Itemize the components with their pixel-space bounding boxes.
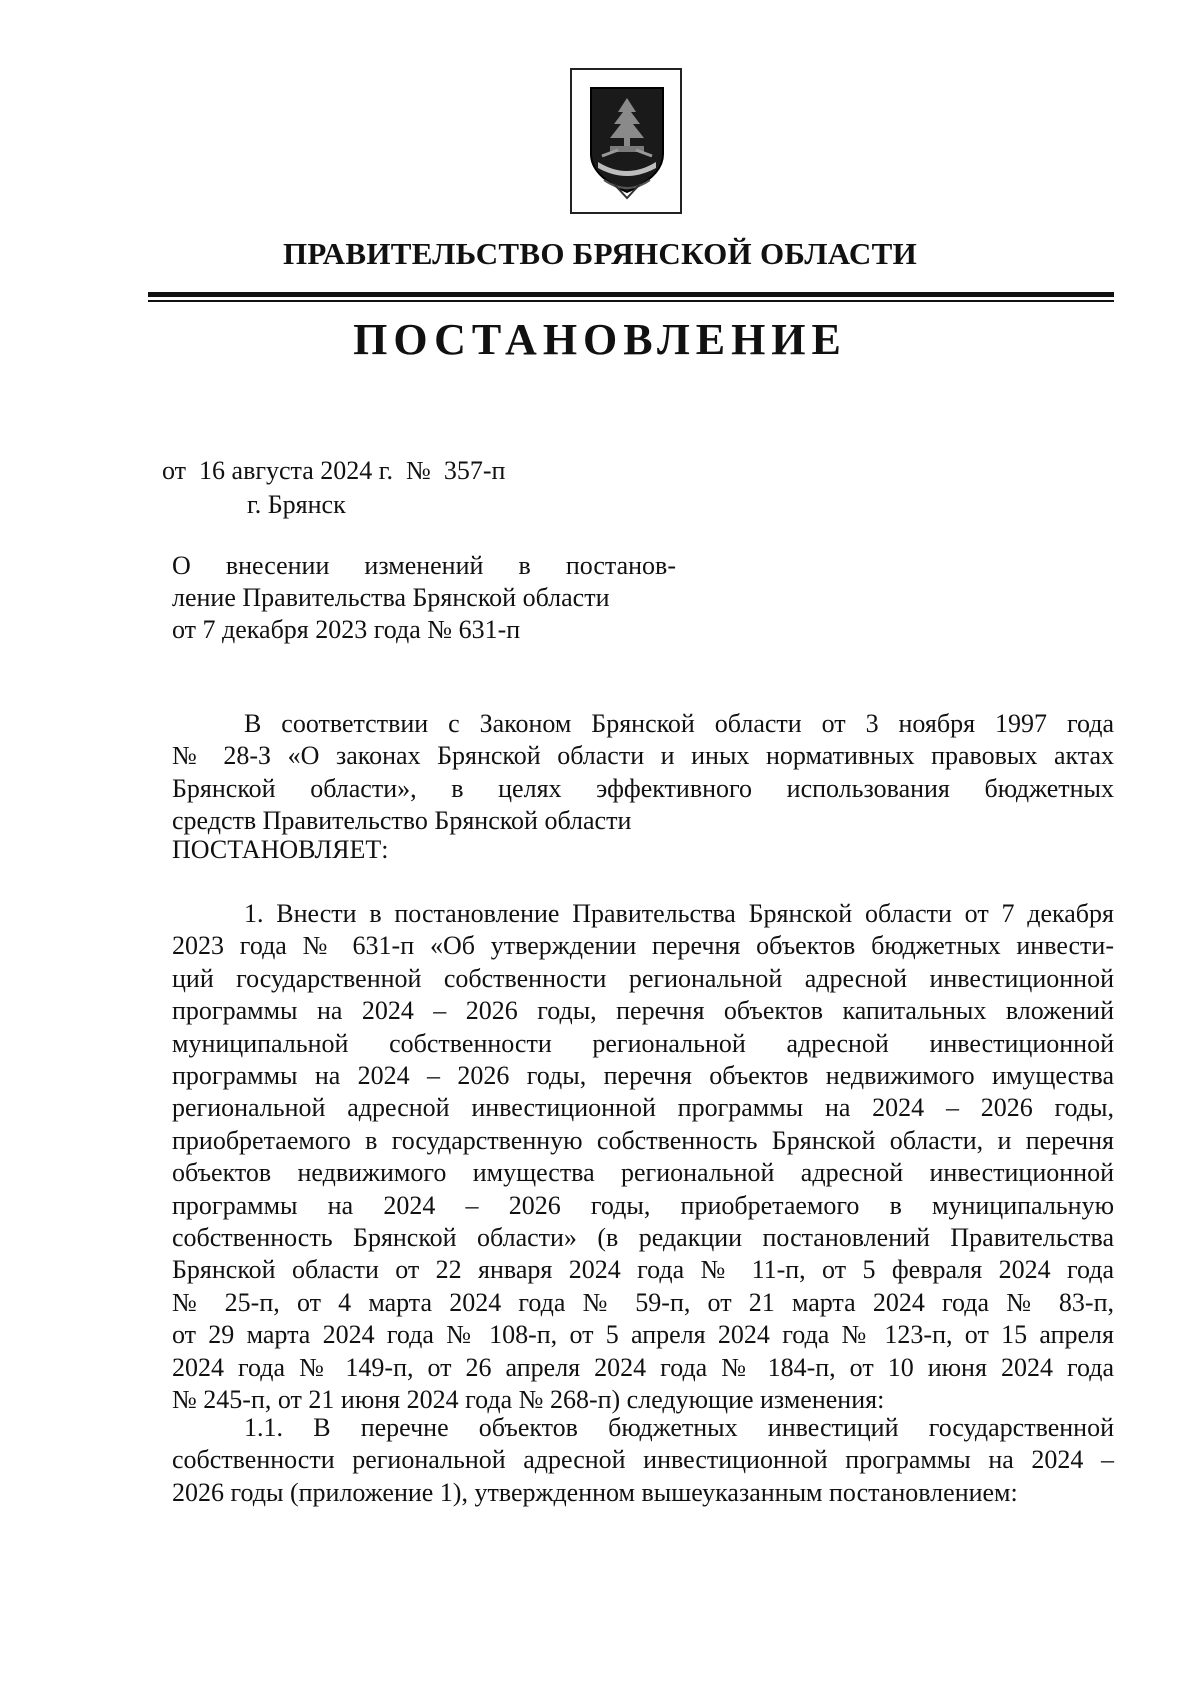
date-prefix: от	[162, 456, 187, 485]
item-1-line: приобретаемого в государственную собственность Брянской области, и перечня	[172, 1125, 1114, 1155]
subject-line: ление Правительства Брянской области	[172, 583, 610, 612]
number-sign: №	[406, 456, 431, 485]
item-1-line: региональной адресной инвестиционной программы на 2024 – 2026 годы,	[172, 1093, 1114, 1123]
header-divider-thick	[148, 292, 1114, 297]
coat-of-arms-emblem	[570, 68, 682, 214]
item-1-line: от 29 марта 2024 года № 108-п, от 5 апреля 2024 года № 123-п, от 15 апреля	[172, 1320, 1114, 1350]
preamble-line: Брянской области», в целях эффективного использования бюджетных	[172, 773, 1114, 803]
preamble-line: В соответствии с Законом Брянской области от 3 ноября 1997 года	[244, 709, 1114, 738]
item-1-1-line: собственности региональной адресной инвестиционной программы на 2024 –	[172, 1445, 1114, 1475]
resolves-text: ПОСТАНОВЛЯЕТ:	[172, 835, 389, 864]
item-1-1-line: 2026 годы (приложение 1), утвержденном вышеуказанным постановлением:	[172, 1477, 1018, 1507]
preamble-line: средств Правительство Брянской области	[172, 806, 632, 836]
document-number: 357-п	[443, 456, 506, 485]
item-1-line: № 25-п, от 4 марта 2024 года № 59-п, от 21 марта 2024 года № 83-п,	[172, 1287, 1114, 1317]
item-1-line: 1. Внести в постановление Правительства Брянской области от 7 декабря	[244, 899, 1114, 928]
item-1-line: № 245-п, от 21 июня 2024 года № 268-п) следующие изменения:	[172, 1385, 885, 1415]
preamble-line: № 28-З «О законах Брянской области и иных нормативных правовых актах	[172, 741, 1114, 771]
bryansk-coat-of-arms-icon	[588, 84, 666, 200]
item-1-line: 2024 года № 149-п, от 26 апреля 2024 года № 184-п, от 10 июня 2024 года	[172, 1352, 1114, 1382]
item-1-line: программы на 2024 – 2026 годы, перечня объектов недвижимого имущества	[172, 1061, 1114, 1091]
item-1-line: ций государственной собственности региональной адресной инвестиционной	[172, 963, 1114, 993]
organization-title: ПРАВИТЕЛЬСТВО БРЯНСКОЙ ОБЛАСТИ	[282, 236, 918, 271]
document-date-number	[162, 456, 505, 486]
subject-line: О внесении изменений в постанов-	[172, 551, 676, 580]
document-date: 16 августа 2024 г.	[199, 456, 394, 485]
item-1-line: 2023 года № 631-п «Об утверждении перечня объектов бюджетных инвести-	[172, 931, 1114, 961]
item-1-line: муниципальной собственности региональной адресной инвестиционной	[172, 1028, 1114, 1058]
item-1-1-paragraph	[172, 1412, 1114, 1509]
document-subject	[172, 550, 676, 646]
item-1-line: Брянской области от 22 января 2024 года № 11-п, от 5 февраля 2024 года	[172, 1255, 1114, 1285]
item-1-paragraph	[172, 898, 1114, 1417]
resolves-word	[172, 834, 1114, 866]
subject-line: от 7 декабря 2023 года № 631-п	[172, 615, 521, 644]
item-1-line: собственность Брянской области» (в редакции постановлений Правительства	[172, 1223, 1114, 1253]
header-divider-thin	[148, 300, 1114, 302]
item-1-1-line: 1.1. В перечне объектов бюджетных инвестиций государственной	[244, 1413, 1114, 1442]
document-type-title: ПОСТАНОВЛЕНИЕ	[353, 315, 847, 364]
preamble-paragraph	[172, 708, 1114, 838]
item-1-line: программы на 2024 – 2026 годы, приобретаемого в муниципальную	[172, 1190, 1114, 1220]
item-1-line: объектов недвижимого имущества региональной адресной инвестиционной	[172, 1158, 1114, 1188]
document-city: г. Брянск	[247, 490, 346, 519]
item-1-line: программы на 2024 – 2026 годы, перечня объектов капитальных вложений	[172, 996, 1114, 1026]
